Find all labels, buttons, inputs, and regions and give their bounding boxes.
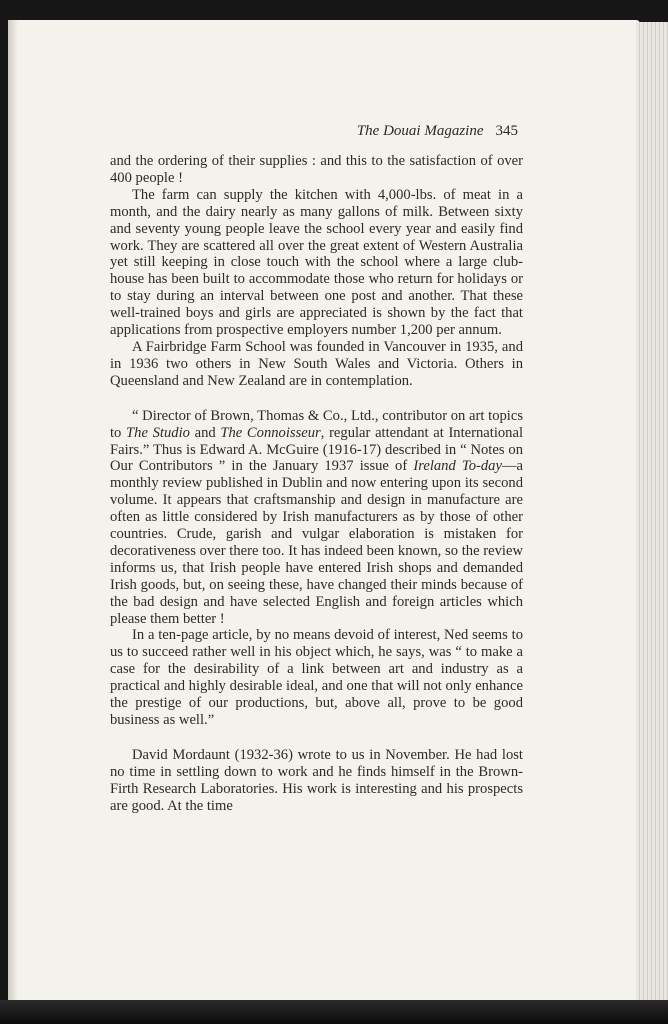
journal-title-ireland-today: Ireland To-day (413, 458, 502, 475)
paragraph-continuation: and the ordering of their supplies : and this to the satisfaction of over 400 people ! (110, 153, 523, 186)
body-text (110, 153, 523, 815)
paragraph-fairbridge: A Fairbridge Farm School was founded in Vancouver in 1935, and in 1936 two others in New South Wales and Victoria. Others in Queensland and New Zealand are in contemplation. (110, 338, 523, 389)
journal-title-connoisseur: The Connoisseur (220, 424, 321, 441)
page-number: 345 (495, 123, 518, 139)
paragraph-mcguire (110, 408, 523, 628)
section-gap (110, 390, 523, 408)
page-gutter-shadow (8, 20, 18, 1002)
book-bottom-edge (0, 1000, 668, 1024)
paragraph-article: In a ten-page article, by no means devoid of interest, Ned seems to us to succeed rather well in his object which, he says, was “ to make a case for the desirability of a link between art and industry as a practical and highly desirable ideal, and one that will not only enhance the prestige of our productions, but, above all, prove to be good business as well.” (110, 627, 523, 728)
running-title: The Douai Magazine (356, 123, 484, 139)
text-run: “ Director of Brown, Thomas & Co., Ltd., contributor on art topics to (110, 407, 523, 441)
text-run: , regular attendant at International Fairs.” Thus is Edward A. McGuire (1916-17) described in “ Notes on Our Contributors ” in the January 1937 issue of (110, 424, 524, 475)
section-gap (110, 729, 523, 747)
running-header (110, 123, 518, 145)
paragraph-farm: The farm can supply the kitchen with 4,000-lbs. of meat in a month, and the dairy nearly as many gallons of milk. Between sixty and seventy young people leave the school every year and easily find work. They are scattered all over the great extent of Western Australia yet still keeping in close touch with the school where a large club-house has been built to accommodate those who return for holidays or to stay during an interval between one post and another. That these well-trained boys and girls are appreciated is shown by the fact that applications from prospective employers number 1,200 per annum. (110, 186, 523, 339)
text-run: and (189, 424, 221, 441)
paragraph-mordaunt: David Mordaunt (1932-36) wrote to us in November. He had lost no time in settling down to work and he finds himself in the Brown-Firth Research Laboratories. His work is interesting and his prospects are good. At the time (110, 746, 523, 814)
text-run: —a monthly review published in Dublin and now entering upon its second volume. It appears that craftsmanship and design in manufacture are often as little considered by Irish manufacturers as by those of other countries. Crude, garish and vulgar elaboration is mistaken for decorativeness over there too. It has indeed been known, so the review informs us, that Irish people have entered Irish shops and demanded Irish goods, but, on seeing these, have changed their minds because of the bad design and have selected English and foreign articles which please them better ! (110, 458, 524, 627)
journal-title-studio: The Studio (126, 424, 190, 441)
page-stack-edges (636, 22, 668, 1004)
